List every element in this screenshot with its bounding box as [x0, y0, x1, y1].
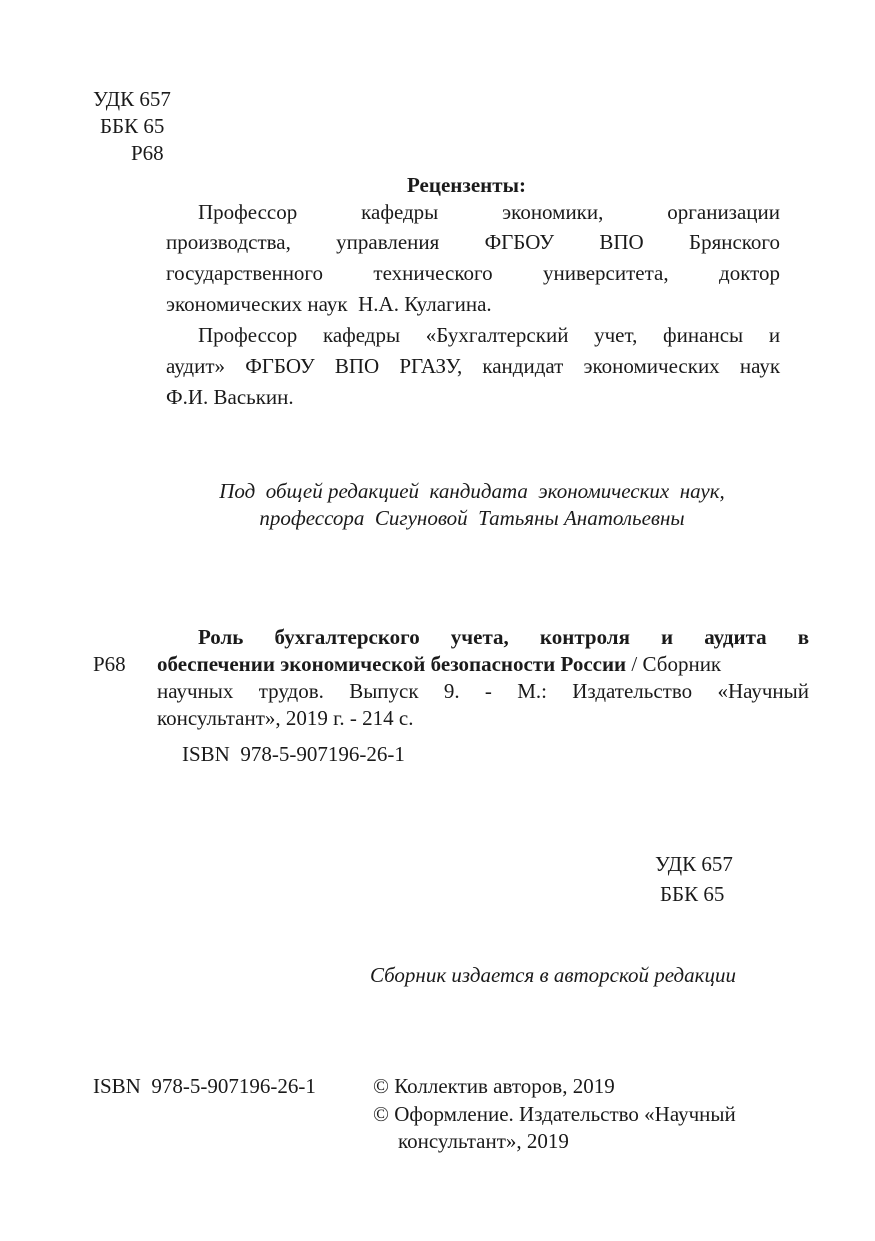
reviewers-title: Рецензенты: [407, 173, 526, 197]
word: 9. - М.: [443, 679, 547, 703]
word: Издательство [572, 679, 693, 703]
udk-code-bottom: УДК 657 [655, 852, 733, 876]
copyright-isbn: ISBN 978-5-907196-26-1 [93, 1074, 316, 1098]
biblio-title-bold: обеспечении экономической безопасности России [157, 652, 627, 676]
word: ФГБОУ ВПО [484, 230, 644, 254]
biblio-isbn: ISBN 978-5-907196-26-1 [182, 742, 405, 766]
reviewer-1-line-4: экономических наук Н.А. Кулагина. [166, 292, 492, 316]
word: государственного [166, 261, 324, 285]
word: аудит» [166, 354, 226, 378]
bbk-code-top: ББК 65 [100, 114, 165, 138]
word: Роль [198, 625, 244, 649]
word: Профессор [198, 200, 298, 224]
reviewer-1-line-3 [166, 258, 780, 288]
word: кафедры [361, 200, 439, 224]
author-mark-top: Р68 [131, 141, 164, 165]
word: трудов. [258, 679, 324, 703]
word: наук [739, 354, 781, 378]
word: в [797, 625, 810, 649]
word: университета, [542, 261, 669, 285]
word: доктор [719, 261, 781, 285]
udk-code-top: УДК 657 [93, 87, 171, 111]
word: и [768, 323, 781, 347]
word: и [661, 625, 674, 649]
word: научных [157, 679, 234, 703]
word: экономических [583, 354, 720, 378]
word: ФГБОУ [245, 354, 315, 378]
word: Брянского [689, 230, 781, 254]
word: «Научный [717, 679, 810, 703]
word: кафедры [322, 323, 401, 347]
word: Профессор [198, 323, 298, 347]
word: организации [667, 200, 781, 224]
reviewer-2-line-3: Ф.И. Васькин. [166, 385, 294, 409]
editor-line-2: профессора Сигуновой Татьяны Анатольевны [259, 506, 685, 530]
copyright-authors: © Коллектив авторов, 2019 [373, 1074, 615, 1098]
biblio-line-3 [157, 676, 809, 706]
edition-note: Сборник издается в авторской редакции [370, 963, 736, 987]
word: финансы [663, 323, 744, 347]
reviewer-1-line-2 [166, 227, 780, 257]
editor-line-1: Под общей редакцией кандидата экономических наук, [219, 479, 725, 503]
copyright-design-cont: консультант», 2019 [398, 1129, 569, 1153]
word: бухгалтерского [274, 625, 420, 649]
copyright-design: © Оформление. Издательство «Научный [373, 1102, 736, 1126]
bbk-code-bottom: ББК 65 [660, 882, 725, 906]
word: учета, [450, 625, 509, 649]
word: учет, [594, 323, 638, 347]
word: управления [336, 230, 440, 254]
word: контроля [539, 625, 630, 649]
word: экономики, [502, 200, 604, 224]
biblio-collection-label: / Сборник [626, 652, 722, 676]
biblio-author-mark: Р68 [93, 652, 126, 676]
word: «Бухгалтерский [425, 323, 569, 347]
word: аудита [704, 625, 767, 649]
word: производства, [166, 230, 291, 254]
word: РГАЗУ, [399, 354, 463, 378]
word: Выпуск [349, 679, 419, 703]
reviewer-2-line-1 [198, 320, 780, 350]
biblio-title-line-1 [198, 622, 809, 652]
word: кандидат [482, 354, 564, 378]
biblio-line-4: консультант», 2019 г. - 214 с. [157, 706, 414, 730]
word: технического [373, 261, 493, 285]
word: ВПО [334, 354, 380, 378]
reviewer-2-line-2 [166, 351, 780, 381]
reviewer-1-line-1 [198, 197, 780, 227]
biblio-title-line-2 [157, 649, 721, 679]
